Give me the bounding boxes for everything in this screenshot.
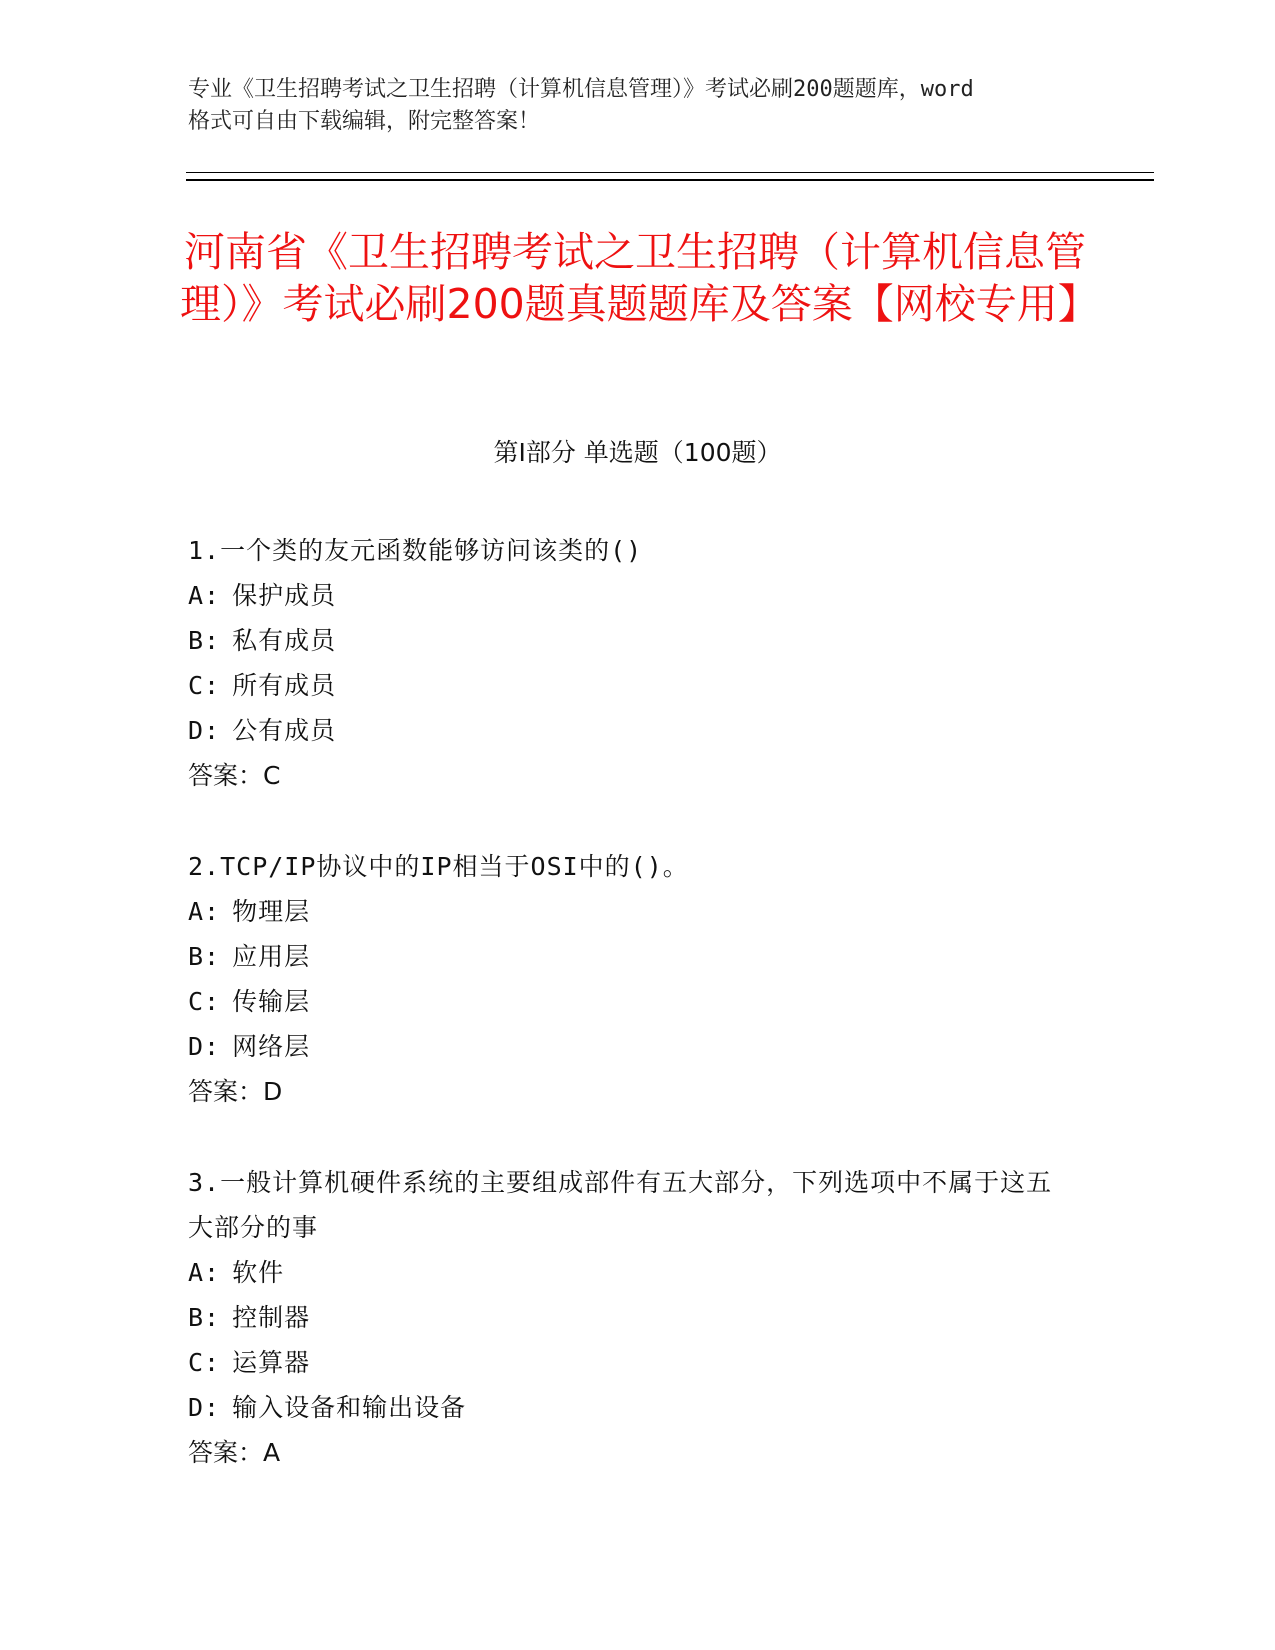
option-label: C: — [188, 1348, 221, 1377]
option-text: 私有成员 — [232, 626, 337, 655]
option-text: 物理层 — [232, 897, 311, 926]
option-text: 网络层 — [232, 1032, 311, 1061]
option-label: C: — [188, 987, 221, 1016]
option-d — [188, 1024, 1068, 1069]
option-text: 软件 — [232, 1258, 285, 1287]
option-text: 保护成员 — [232, 581, 337, 610]
option-label: D: — [188, 716, 221, 745]
question-list — [188, 528, 1068, 1521]
answer-line: 答案：C — [188, 761, 281, 790]
option-c — [188, 1340, 1068, 1385]
option-c — [188, 979, 1068, 1024]
option-label: D: — [188, 1393, 221, 1422]
option-text: 公有成员 — [232, 716, 337, 745]
answer-line: 答案：A — [188, 1438, 281, 1467]
option-label: D: — [188, 1032, 221, 1061]
option-label: A: — [188, 1258, 221, 1287]
option-label: C: — [188, 671, 221, 700]
question-stem: 3.一般计算机硬件系统的主要组成部件有五大部分，下列选项中不属于这五大部分的事 — [188, 1168, 1053, 1242]
option-a — [188, 573, 1068, 618]
question-stem: 1.一个类的友元函数能够访问该类的() — [188, 536, 643, 565]
question-3 — [188, 1160, 1068, 1475]
option-label: B: — [188, 626, 221, 655]
option-b — [188, 934, 1068, 979]
option-d — [188, 708, 1068, 753]
option-label: A: — [188, 581, 221, 610]
option-text: 输入设备和输出设备 — [232, 1393, 467, 1422]
option-text: 控制器 — [232, 1303, 311, 1332]
question-1 — [188, 528, 1068, 798]
option-label: B: — [188, 1303, 221, 1332]
option-text: 应用层 — [232, 942, 311, 971]
option-text: 运算器 — [232, 1348, 311, 1377]
answer-line: 答案：D — [188, 1077, 283, 1106]
option-a — [188, 1250, 1068, 1295]
question-2 — [188, 844, 1068, 1114]
option-a — [188, 889, 1068, 934]
header-note: 专业《卫生招聘考试之卫生招聘（计算机信息管理）》考试必刷200题题库，word 格式可自由下载编辑，附完整答案！ — [188, 77, 974, 134]
section-heading: 第Ⅰ部分 单选题（100题） — [493, 438, 782, 467]
option-label: A: — [188, 897, 221, 926]
option-c — [188, 663, 1068, 708]
document-title: 河南省《卫生招聘考试之卫生招聘（计算机信息管理）》考试必刷200题真题题库及答案【网校专用】 — [180, 228, 1099, 328]
option-text: 所有成员 — [232, 671, 337, 700]
question-stem: 2.TCP/IP协议中的IP相当于OSI中的()。 — [188, 852, 689, 881]
option-b — [188, 618, 1068, 663]
option-d — [188, 1385, 1068, 1430]
option-b — [188, 1295, 1068, 1340]
header-rule-thick — [186, 179, 1154, 181]
header-rule-thin — [186, 172, 1154, 173]
option-text: 传输层 — [232, 987, 311, 1016]
option-label: B: — [188, 942, 221, 971]
